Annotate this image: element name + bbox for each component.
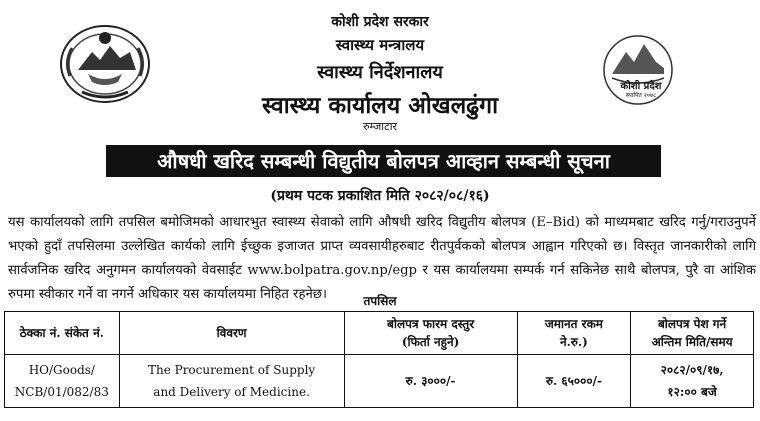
cell-security-amount: रु. ६५०००/- [517,355,631,408]
header-form-fee-line2: (फिर्ता नहुने) [401,335,460,349]
cell-deadline-line1: २०८२/०९/१७, [660,363,724,377]
published-date: (प्रथम पटक प्रकाशित मिति २०८२/०८/१६) [270,188,490,204]
cell-deadline [631,355,754,408]
government-name: कोशी प्रदेश सरकार [331,14,429,30]
ministry-name: स्वास्थ्य मन्त्रालय [335,36,425,54]
header-deadline-line2: अन्तिम मिति/समय [651,335,733,349]
header-deadline-line1: बोलपत्र पेश गर्ने [657,317,727,331]
cell-desc-line1: The Procurement of Supply [147,363,316,377]
directorate-name: स्वास्थ्य निर्देशनालय [317,62,443,83]
cell-form-fee: रु. ३०००/- [344,355,517,408]
cell-code-line2: NCB/01/082/83 [14,385,109,399]
table-header-row [5,312,754,355]
cell-desc-line2: and Delivery of Medicine. [153,385,310,399]
cell-deadline-line2: १२:०० बजे [667,385,717,399]
cell-code-line1: HO/Goods/ [28,363,95,377]
notice-title: औषधी खरिद सम्बन्धी विद्युतीय बोलपत्र आव्हान सम्बन्धी सूचना [106,145,661,177]
cell-description [119,355,344,408]
table-row [5,355,754,408]
notice-body: यस कार्यालयको लागि तपसिल बमोजिमको आधारभुत स्वास्थ्य सेवाको लागि औषधी खरिद विद्युतीय बोलपत्र (E–Bid) को माध्यमबाट खरिद गर्नु/गराउनुपर्ने भएको हुदाँ तपसिलमा उल्लेखित कार्यको लागि ईच्छुक इजाजत प्राप्त व्यवसायीहरुबाट रीतपुर्वकको बोलपत्र आह्वान गरिएको छ। विस्तृत जानकारीको लागि सार्वजनिक खरिद अनुगमन कार्यालयको वेवसाईट www.bolpatra.gov.np/egp र यस कार्यालयमा सम्पर्क गर्न सकिनेछ साथै बोलपत्र, पुरै वा आंशिक रुपमा स्वीकार गर्ने वा नगर्ने अधिकार यस कार्यालयमा निहित रहनेछ। [8,215,756,302]
header-security-line2: ने.रु.) [559,335,588,349]
koshi-logo-name: कोशी प्रदेश [620,81,662,92]
cell-contract-code [5,355,120,408]
header-security-line1: जमानत रकम [544,317,603,331]
tender-table [4,311,754,408]
header-form-fee [344,312,517,355]
header-form-fee-line1: बोलपत्र फारम दस्तुर [387,317,475,331]
header-description: विवरण [119,312,344,355]
koshi-logo-sub: स्थापित २०७८ [625,92,657,99]
header-deadline [631,312,754,355]
table-label: तपसिल [363,294,397,308]
header-security-amount [517,312,631,355]
office-name: स्वास्थ्य कार्यालय ओखलढुंगा [261,92,499,119]
office-location: रुम्जाटार [362,120,398,133]
header-contract-code: ठेक्का नं. संकेत नं. [5,312,120,355]
